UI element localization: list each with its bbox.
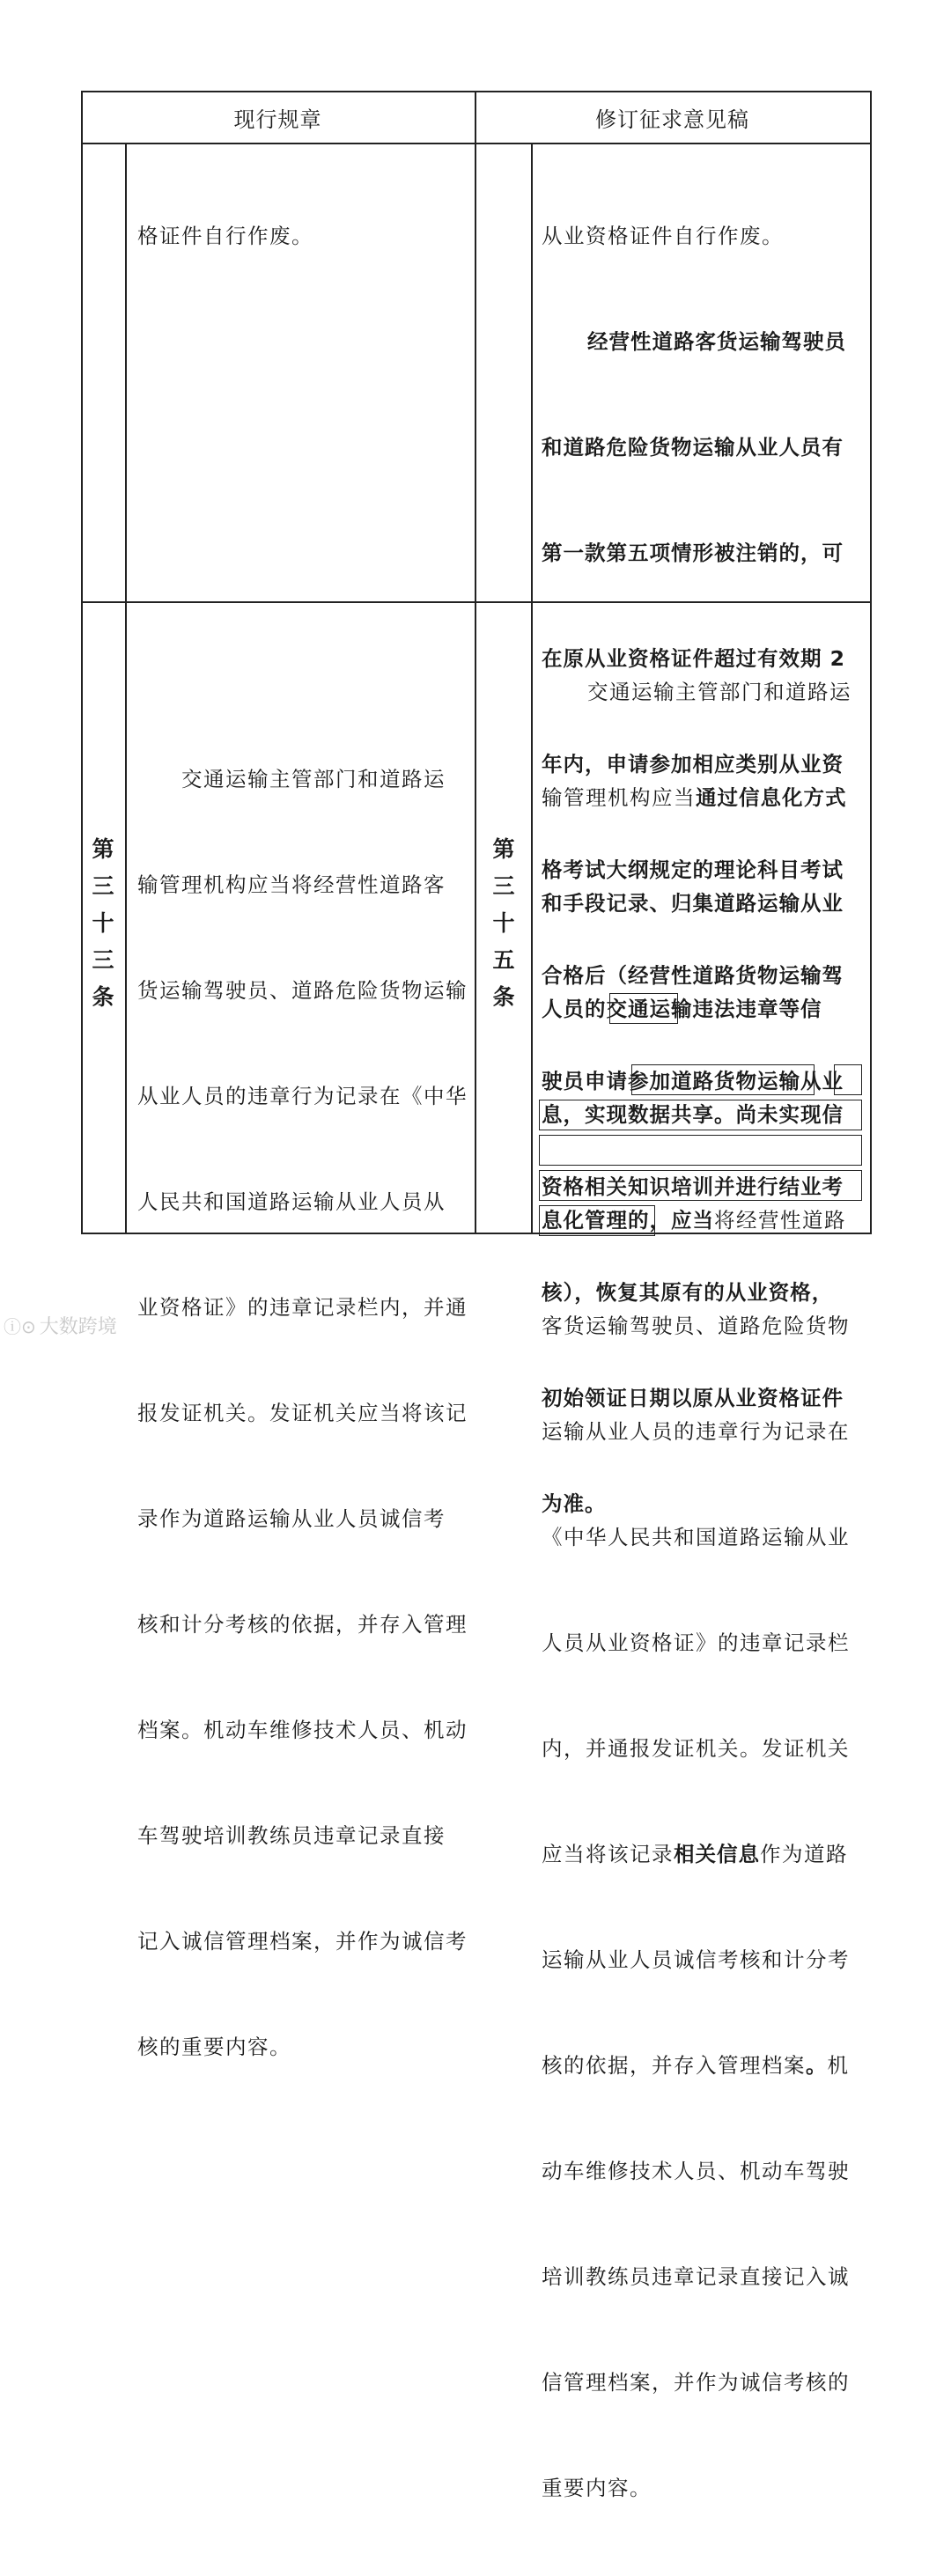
article-char: 三 [492,873,515,899]
text-line-bold: 和手段记录、归集道路运输从业 [542,891,844,916]
text-line-bold: 经营性道路客货运输驾驶员 [587,329,846,354]
article-char: 条 [492,984,515,1010]
text-span-bold: 通过信息化方式 [696,785,847,810]
row2-right-text [542,604,851,2576]
deletion-box [834,1064,862,1095]
deletion-box [539,1100,862,1130]
text-span-boxed: 机 [827,2053,850,2078]
text-line: 格证件自行作废。 [137,224,313,248]
text-line-bold: 驶员申请参加道路货物运输从业 [542,1069,844,1093]
article-char: 五 [492,947,515,973]
text-line: 运输从业人员诚信考核和计分考 [542,1947,850,1972]
text-line: 动车维修技术人员、机动车驾驶 [542,2159,850,2183]
text-line: 录作为道路运输从业人员诚信考 [137,1506,446,1531]
text-line: 车驾驶培训教练员违章记录直接 [137,1823,446,1848]
text-line: 信管理档案，并作为诚信考核的 [542,2370,850,2395]
text-line: 输管理机构应当将经营性道路客 [137,872,446,897]
text-span-bold: 。 [806,2053,828,2078]
text-line [542,1836,851,1872]
text-line-bold: 资格相关知识培训并进行结业考 [542,1174,844,1199]
watermark-text: 大数跨境 [39,1316,117,1338]
text-line [542,2048,851,2083]
text-line-bold: 为准。 [542,1491,607,1516]
text-span-bold: 息化管理的，应当 [542,1208,714,1233]
text-span: 作为道路 [760,1842,848,1866]
deletion-box [539,1170,862,1201]
article-char: 第 [92,836,114,862]
text-span-bold: 相关信息 [674,1842,760,1866]
article-char: 三 [92,873,114,899]
table-left-border [81,91,83,1234]
text-line: 人员从业资格证》的违章记录栏 [542,1630,850,1655]
text-line-bold: 格考试大纲规定的理论科目考试 [542,857,844,882]
text-line: 业资格证》的违章记录栏内，并通 [137,1295,468,1320]
text-line: 客货运输驾驶员、道路危险货物 [542,1314,850,1338]
text-line: 培训教练员违章记录直接记入诚 [542,2264,850,2289]
text-line: 档案。机动车维修技术人员、机动 [137,1718,468,1742]
watermark-logo-icon: ⓘ⊙ [4,1316,36,1337]
deletion-box [539,1135,862,1166]
text-line-bold: 息，实现数据共享。尚未实现信 [542,1102,844,1127]
text-line: 人民共和国道路运输从业人员从 [137,1189,446,1214]
text-line-bold: 人员的交通运输违法违章等信 [542,997,822,1021]
article-char: 十 [92,910,114,936]
text-line: 《中华人民共和国道路运输从业 [542,1525,850,1549]
article-char: 三 [92,947,114,973]
text-span: 将经营性道路 [714,1208,846,1233]
text-line [542,780,851,815]
text-line: 货运输驾驶员、道路危险货物运输 [137,978,468,1003]
text-line: 从业资格证件自行作废。 [542,224,784,248]
row2-left-text [137,691,468,2135]
text-line-bold: 在原从业资格证件超过有效期 2 [542,646,846,671]
text-line: 运输从业人员的违章行为记录在 [542,1419,850,1444]
article-char: 十 [492,910,515,936]
header-divider [81,143,871,144]
text-line: 交通运输主管部门和道路运 [181,767,446,791]
left-article-divider [125,143,127,1234]
left-article-number [85,831,121,1016]
text-span: 输管理机构应当 [542,785,696,810]
text-line-bold: 年内，申请参加相应类别从业资 [542,752,844,776]
text-line-bold: 初始领证日期以原从业资格证件 [542,1386,844,1410]
header-revised-draft: 修订征求意见稿 [595,107,749,132]
column-divider [475,91,476,1234]
deletion-box [539,1205,655,1236]
text-span: 核的依据 [542,2053,630,2078]
text-line: 交通运输主管部门和道路运 [587,680,851,704]
text-line-bold: 合格后（经营性道路货物运输驾 [542,963,844,988]
right-article-number [486,831,521,1016]
deletion-box [609,993,678,1024]
right-article-divider [531,143,533,1234]
text-line: 核和计分考核的依据，并存入管理 [137,1612,468,1637]
text-line: 从业人员的违章行为记录在《中华 [137,1084,468,1108]
text-line: 内，并通报发证机关。发证机关 [542,1736,850,1761]
text-line: 报发证机关。发证机关应当将该记 [137,1401,468,1425]
watermark [4,1312,117,1339]
deletion-box [631,1064,815,1095]
article-char: 条 [92,984,114,1010]
article-char: 第 [492,836,515,862]
text-span-boxed: ，并存入管理档案 [630,2053,806,2078]
text-span-boxed: 该记录 [608,1842,674,1866]
row1-left-text [137,148,313,324]
text-line-bold: 第一款第五项情形被注销的，可 [542,541,844,565]
text-line: 核的重要内容。 [137,2035,291,2059]
header-current-rules: 现行规章 [233,107,322,132]
text-line-bold: 和道路危险货物运输从业人员有 [542,435,844,460]
text-span: 应当将 [542,1842,608,1866]
text-line: 记入诚信管理档案，并作为诚信考 [137,1929,468,1954]
table-right-border [870,91,872,1234]
text-line: 重要内容。 [542,2476,652,2500]
text-line-bold: 核），恢复其原有的从业资格， [542,1280,834,1305]
